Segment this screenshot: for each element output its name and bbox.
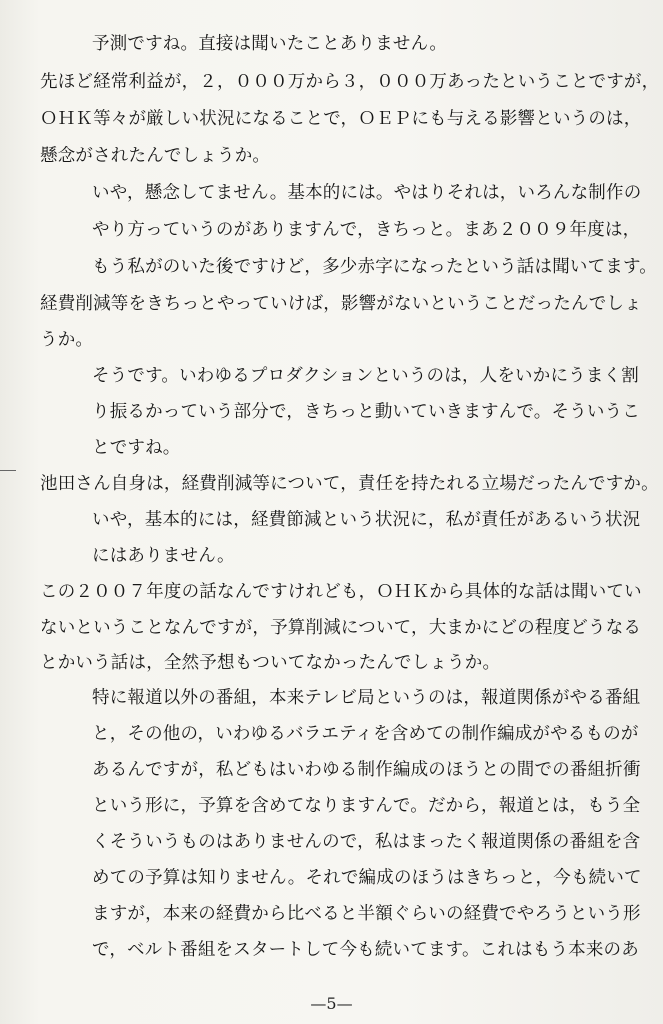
text-line: と，その他の，いわゆるバラエティを含めての制作編成がやるものが xyxy=(92,724,639,744)
text-line: くそういうものはありませんので，私はまったく報道関係の番組を含 xyxy=(92,832,641,852)
text-line: 特に報道以外の番組，本来テレビ局というのは，報道関係がやる番組 xyxy=(92,688,641,708)
text-line: ますが，本来の経費から比べると半額ぐらいの経費でやろうという形 xyxy=(92,904,641,924)
text-line: いや，基本的には，経費節減という状況に，私が責任があるいう状況 xyxy=(92,510,641,530)
text-line: めての予算は知りません。それで編成のほうはきちっと，今も続いて xyxy=(92,868,642,888)
text-line: うか。 xyxy=(40,330,94,350)
text-line: 先ほど経常利益が，２，０００万から３，０００万あったということですが， xyxy=(40,72,660,92)
text-line: この２００７年度の話なんですけれども，ＯＨＫから具体的な話は聞いてい xyxy=(40,582,642,602)
text-line: で，ベルト番組をスタートして今も続いてます。これはもう本来のあ xyxy=(92,940,639,960)
page-number: —5— xyxy=(310,994,353,1013)
text-line: いや，懸念してません。基本的には。やはりそれは，いろんな制作の xyxy=(92,183,642,203)
text-line: 池田さん自身は，経費削減等について，責任を持たれる立場だったんですか。 xyxy=(40,474,659,494)
text-line: あるんですが，私どもはいわゆる制作編成のほうとの間での番組折衝 xyxy=(92,760,641,780)
text-line: 懸念がされたんでしょうか。 xyxy=(40,146,271,166)
text-line: そうです。いわゆるプロダクションというのは，人をいかにうまく割 xyxy=(92,366,639,386)
text-line: 予測ですね。直接は聞いたことありません。 xyxy=(92,34,448,54)
text-line: ないということなんですが，予算削減について，大まかにどの程度どうなる xyxy=(40,618,642,638)
text-line: にはありません。 xyxy=(92,546,235,566)
margin-mark xyxy=(0,470,16,471)
text-line: とですね。 xyxy=(92,438,181,458)
text-line: り振るかっていう部分で，きちっと動いていきますんで。そういうこ xyxy=(92,402,640,422)
text-line: とかいう話は，全然予想もついてなかったんでしょうか。 xyxy=(40,653,501,673)
text-line: ＯＨＫ等々が厳しい状況になることで，ＯＥＰにも与える影響というのは， xyxy=(40,109,642,129)
text-line: やり方っていうのがありますんで，きちっと。まあ２００９年度は， xyxy=(92,220,641,240)
text-line: もう私がのいた後ですけど，多少赤字になったという話は聞いてます。 xyxy=(92,257,657,277)
text-line: という形に，予算を含めてなりますんで。だから，報道とは，もう全 xyxy=(92,796,641,816)
text-line: 経費削減等をきちっとやっていけば，影響がないということだったんでしょ xyxy=(40,294,642,314)
